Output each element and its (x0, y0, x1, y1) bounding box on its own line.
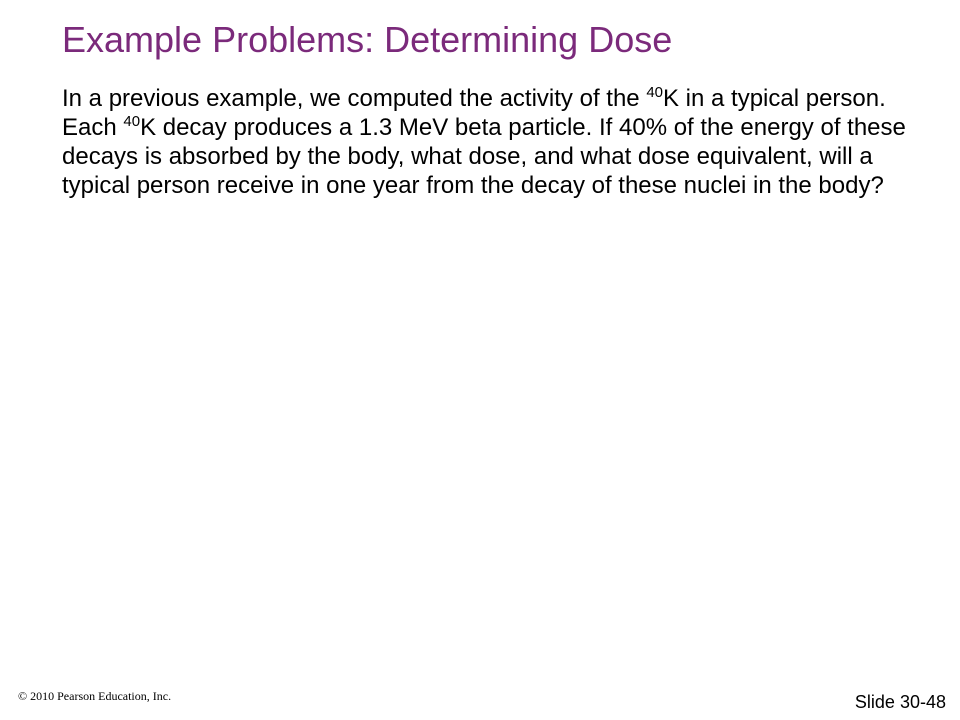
isotope-mass-number-1: 40 (646, 84, 663, 101)
isotope-mass-number-2: 40 (123, 113, 141, 130)
problem-text-part-3: K decay produces a 1.3 MeV beta particle. If 40% of the energy of these decays is absorbed by the body, what dose, and what dose equivalent, will a typical person receive in one year from the decay of these nuclei in the body? (62, 114, 906, 199)
copyright-notice: © 2010 Pearson Education, Inc. (18, 689, 172, 703)
slide-number: Slide 30-48 (854, 692, 946, 712)
problem-statement (62, 84, 932, 200)
problem-text-part-1: In a previous example, we computed the activity of the (62, 85, 647, 112)
problem-text-part-2: K in a typical person. Each (62, 85, 886, 141)
slide-title: Example Problems: Determining Dose (62, 19, 673, 60)
